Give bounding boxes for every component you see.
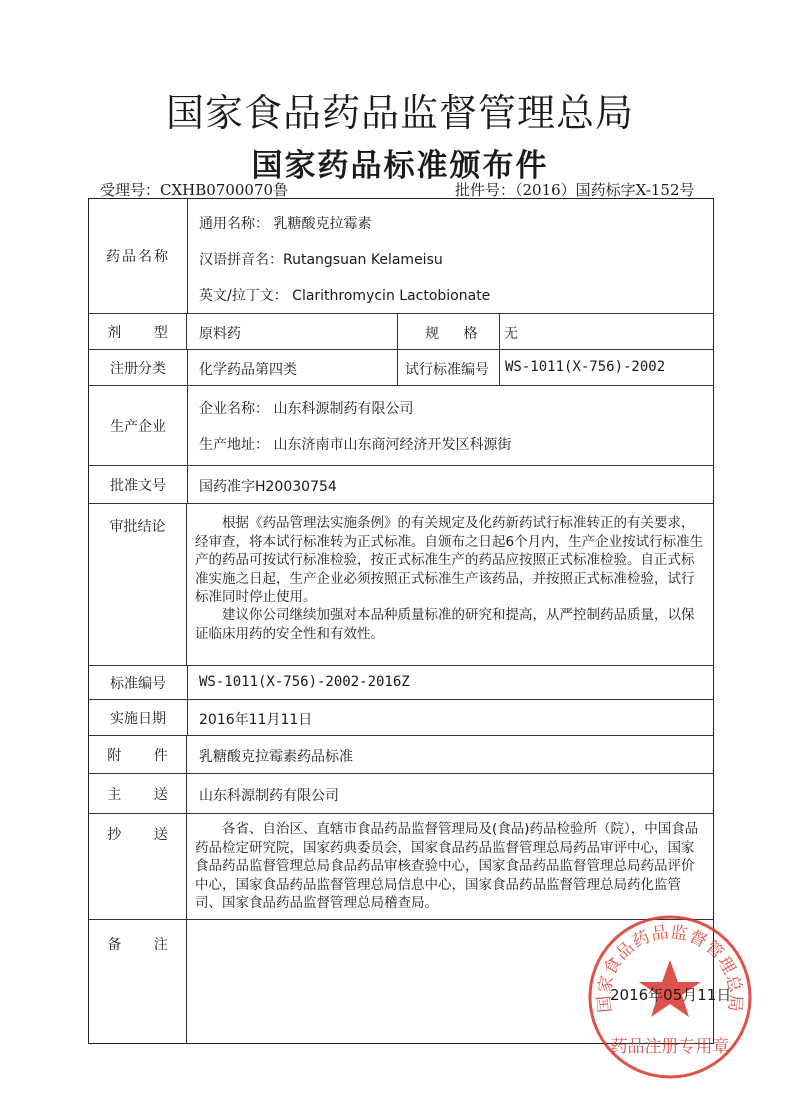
approval-number: 批件号：（2016）国药标字X-152号: [455, 181, 695, 199]
label-manufacturer: 生产企业: [89, 386, 188, 465]
row-dosage-form: [89, 313, 713, 349]
conclusion-paragraph-2: 建议你公司继续加强对本品种质量标准的研究和提高，从严控制药品质量，以保证临床用药的安全性和有效性。: [195, 607, 695, 642]
row-recipient: [89, 773, 713, 813]
row-manufacturer: [89, 385, 713, 465]
label-attachment: 附 件: [89, 736, 187, 773]
registration-value: 化学药品第四类: [199, 362, 297, 378]
row-conclusion: [89, 503, 713, 665]
seal-bottom-text: 药品注册专用章: [610, 1037, 730, 1057]
label-effective-date: 实施日期: [89, 700, 188, 735]
row-effective-date: [89, 699, 713, 735]
divider: [499, 350, 500, 385]
approval-doc-value: 国药准字H20030754: [199, 479, 337, 495]
document-title: 国家药品标准颁布件: [251, 148, 549, 184]
recipient-value: 山东科源制药有限公司: [199, 788, 339, 804]
dosage-form-value: 原料药: [199, 326, 241, 342]
divider: [397, 314, 398, 349]
row-approval-doc: [89, 465, 713, 503]
effective-date-value: 2016年11月11日: [199, 712, 313, 728]
english-name: 英文/拉丁文： Clarithromycin Lactobionate: [199, 288, 491, 304]
standard-no-value: WS-1011(X-756)-2002-2016Z: [199, 674, 410, 690]
attachment-value: 乳糖酸克拉霉素药品标准: [199, 749, 353, 765]
divider: [499, 314, 500, 349]
label-drug-name: 药品名称: [89, 199, 188, 313]
company-address: 生产地址： 山东济南市山东商河经济开发区科源街: [199, 437, 512, 453]
label-registration: 注册分类: [89, 350, 188, 385]
company-name: 企业名称： 山东科源制药有限公司: [199, 401, 414, 417]
issuing-authority: 国家食品药品监督管理总局: [165, 91, 634, 135]
row-copy-to: [89, 813, 713, 919]
trial-standard-value: WS-1011(X-756)-2002: [505, 359, 666, 375]
conclusion-paragraph-1: 根据《药品管理法实施条例》的有关规定及化药新药试行标准转正的有关要求，经审查，将本试行标准转为正式标准。自颁布之日起6个月内，生产企业按试行标准生产的药品可按试行标准检验，按正式标准生产的药品应按照正式标准检验。自正式标准实施之日起，生产企业必须按照正式标准生产该药品，并按照正式标准检验，试行标准同时停止使用。: [195, 515, 704, 605]
specification-value: 无: [504, 326, 518, 342]
copy-to-value: 各省、自治区、直辖市食品药品监督管理局及(食品)药品检验所（院），中国食品药品检定研究院，国家药典委员会，国家食品药品监督管理总局药品审评中心，国家食品药品监督管理总局食品药品审核查验中心，国家食品药品监督管理总局药品评价中心，国家食品药品监督管理总局信息中心，国家食品药品监督管理总局药化监管司、国家食品药品监督管理总局稽查局。: [195, 821, 699, 911]
label-recipient: 主 送: [89, 774, 187, 813]
seal-date: 2016年05月11日: [610, 986, 732, 1004]
seal-arc-text: 国家食品药品监督管理总局: [594, 922, 746, 1014]
row-registration: [89, 349, 713, 385]
label-remarks: 备 注: [89, 920, 187, 1043]
label-trial-standard: 试行标准编号: [405, 362, 489, 378]
pinyin-name: 汉语拼音名：Rutangsuan Kelameisu: [199, 252, 443, 268]
row-drug-name: [89, 199, 713, 313]
label-standard-no: 标准编号: [89, 666, 188, 699]
label-conclusion: 审批结论: [89, 504, 187, 665]
row-attachment: [89, 735, 713, 773]
row-standard-no: [89, 665, 713, 699]
label-approval-doc: 批准文号: [89, 466, 188, 503]
label-specification: 规 格: [425, 326, 488, 342]
label-dosage-form: 剂 型: [89, 314, 187, 349]
acceptance-number: 受理号：CXHB0700070鲁: [100, 181, 289, 199]
divider: [397, 350, 398, 385]
label-copy-to: 抄 送: [89, 814, 187, 919]
common-name: 通用名称： 乳糖酸克拉霉素: [199, 216, 372, 232]
